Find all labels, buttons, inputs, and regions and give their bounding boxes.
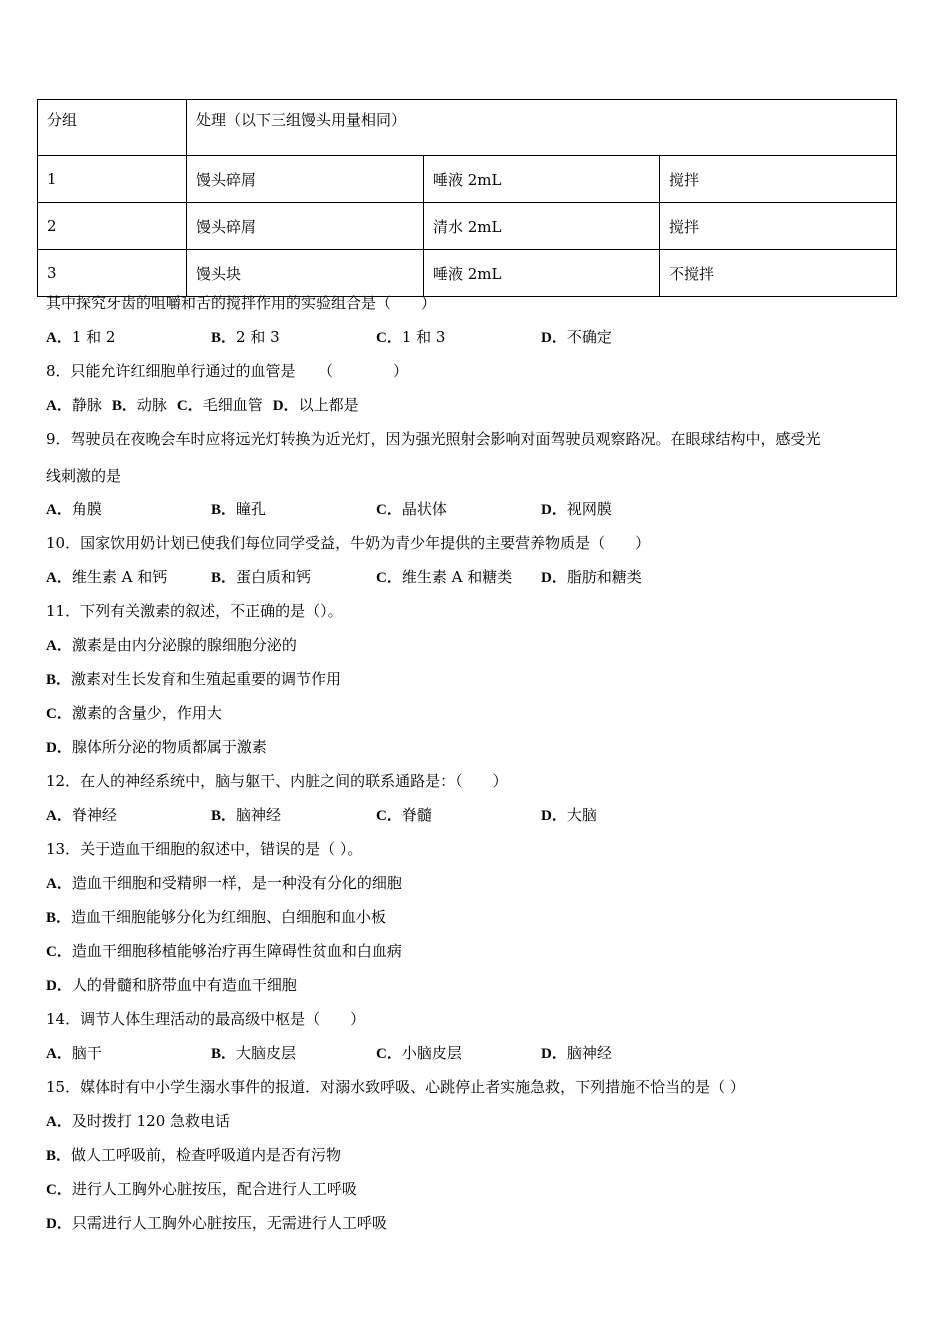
option-b: B．动脉 [111, 396, 167, 414]
question-10-stem: 10．国家饮用奶计划已使我们每位同学受益，牛奶为青少年提供的主要营养物质是（ ） [46, 534, 651, 552]
option-c: C．1 和 3 [376, 328, 446, 346]
question-11-option-c: C．激素的含量少，作用大 [46, 704, 222, 722]
question-15-option-c: C．进行人工胸外心脏按压，配合进行人工呼吸 [46, 1180, 357, 1198]
question-14-stem: 14．调节人体生理活动的最高级中枢是（ ） [46, 1010, 366, 1028]
option-b: B．瞳孔 [211, 500, 267, 518]
option-a: A．维生素 A 和钙 [46, 568, 168, 586]
table-header-row [38, 100, 897, 156]
table-cell: 不搅拌 [660, 250, 897, 297]
option-b: B．蛋白质和钙 [211, 568, 312, 586]
question-9-stem-line1: 9．驾驶员在夜晚会车时应将远光灯转换为近光灯，因为强光照射会影响对面驾驶员观察路况。在眼球结构中，感受光 [46, 430, 821, 448]
option-d: D．大脑 [541, 806, 597, 824]
question-15-option-d: D．只需进行人工胸外心脏按压，无需进行人工呼吸 [46, 1214, 387, 1232]
table-cell: 清水 2mL [424, 203, 660, 250]
question-8-stem: 8．只能允许红细胞单行通过的血管是 （ ） [46, 362, 409, 380]
table-cell: 搅拌 [660, 203, 897, 250]
question-11-option-d: D．腺体所分泌的物质都属于激素 [46, 738, 267, 756]
question-11-option-b: B．激素对生长发育和生殖起重要的调节作用 [46, 670, 342, 688]
table-cell: 唾液 2mL [424, 156, 660, 203]
option-d: D．脑神经 [541, 1044, 612, 1062]
question-12-options [46, 805, 597, 826]
option-a: A．1 和 2 [46, 328, 116, 346]
question-13-stem: 13．关于造血干细胞的叙述中，错误的是（ ）。 [46, 840, 363, 858]
option-c: C．小脑皮层 [376, 1044, 462, 1062]
question-11-option-a: A．激素是由内分泌腺的腺细胞分泌的 [46, 636, 297, 654]
option-a: A．脑干 [46, 1044, 102, 1062]
option-a: A．静脉 [46, 396, 102, 414]
table-cell: 馒头碎屑 [187, 156, 424, 203]
table-cell: 唾液 2mL [424, 250, 660, 297]
option-c: C．毛细血管 [176, 396, 263, 414]
question-7-stem: 其中探究牙齿的咀嚼和舌的搅拌作用的实验组合是（ ） [46, 294, 437, 312]
header-group: 分组 [38, 100, 187, 156]
question-13-option-a: A．造血干细胞和受精卵一样，是一种没有分化的细胞 [46, 874, 402, 892]
header-treatment: 处理（以下三组馒头用量相同） [187, 100, 897, 156]
option-d: D．脂肪和糖类 [541, 568, 642, 586]
table-cell: 馒头块 [187, 250, 424, 297]
option-b: B．2 和 3 [211, 328, 280, 346]
option-d: D．视网膜 [541, 500, 612, 518]
question-12-stem: 12．在人的神经系统中，脑与躯干、内脏之间的联系通路是：（ ） [46, 772, 508, 790]
table-row [38, 250, 897, 297]
question-9-stem-line2: 线刺激的是 [46, 467, 122, 485]
question-7-options [46, 327, 612, 348]
question-13-option-b: B．造血干细胞能够分化为红细胞、白细胞和血小板 [46, 908, 387, 926]
table-cell: 1 [38, 156, 187, 203]
option-c: C．晶状体 [376, 500, 447, 518]
option-a: A．角膜 [46, 500, 102, 518]
option-d: D．不确定 [541, 328, 612, 346]
question-9-options [46, 499, 612, 520]
option-c: C．维生素 A 和糖类 [376, 568, 513, 586]
table-cell: 搅拌 [660, 156, 897, 203]
option-b: B．脑神经 [211, 806, 282, 824]
question-15-stem: 15．媒体时有中小学生溺水事件的报道．对溺水致呼吸、心跳停止者实施急救，下列措施不恰当的是（ ） [46, 1078, 745, 1096]
question-11-stem: 11．下列有关激素的叙述，不正确的是（）。 [46, 602, 343, 620]
experiment-table [37, 99, 897, 297]
table-cell: 2 [38, 203, 187, 250]
question-15-option-a: A．及时拨打 120 急救电话 [46, 1112, 231, 1130]
question-14-options [46, 1043, 612, 1064]
option-d: D．以上都是 [272, 396, 359, 414]
option-c: C．脊髓 [376, 806, 432, 824]
question-13-option-c: C．造血干细胞移植能够治疗再生障碍性贫血和白血病 [46, 942, 402, 960]
question-10-options [46, 567, 642, 588]
option-a: A．脊神经 [46, 806, 117, 824]
table-row [38, 203, 897, 250]
question-8-options [46, 395, 359, 416]
question-13-option-d: D．人的骨髓和脐带血中有造血干细胞 [46, 976, 297, 994]
option-b: B．大脑皮层 [211, 1044, 297, 1062]
table-row [38, 156, 897, 203]
table-cell: 3 [38, 250, 187, 297]
table-cell: 馒头碎屑 [187, 203, 424, 250]
question-15-option-b: B．做人工呼吸前，检查呼吸道内是否有污物 [46, 1146, 342, 1164]
